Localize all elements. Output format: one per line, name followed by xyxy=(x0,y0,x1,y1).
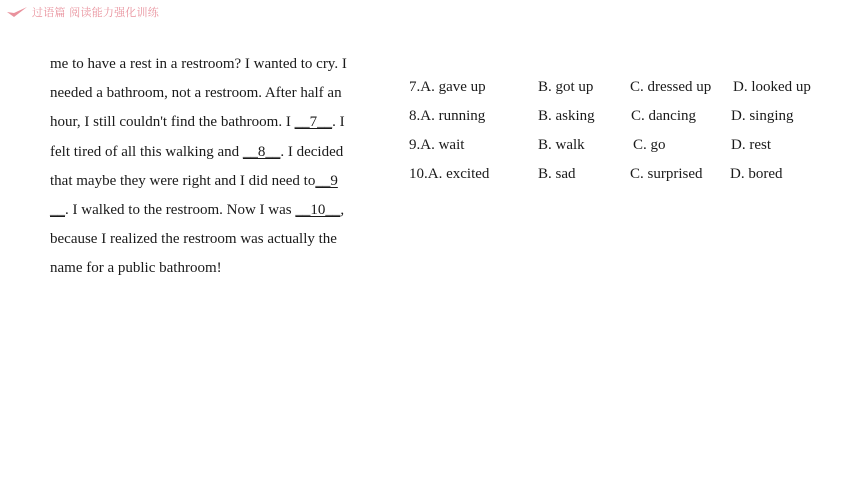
option-a xyxy=(409,131,464,160)
question-row xyxy=(409,131,849,160)
question-number: 7. xyxy=(409,79,421,95)
passage-line xyxy=(50,50,380,79)
passage-line xyxy=(50,225,380,254)
question-row xyxy=(409,73,849,102)
header-logo xyxy=(6,4,159,20)
passage-text: that maybe they were right and I did need to xyxy=(50,172,316,189)
option-c: C. surprised xyxy=(630,166,703,182)
option-a xyxy=(409,160,489,189)
passage-line xyxy=(50,108,380,137)
option-c: C. dressed up xyxy=(630,79,712,95)
passage-text: me to have a rest in a restroom? I wanted to cry. I xyxy=(50,56,347,72)
option-text: A. wait xyxy=(420,137,465,153)
reading-passage xyxy=(50,50,380,284)
answer-blank: __10__ xyxy=(295,201,341,218)
option-c: C. dancing xyxy=(631,108,696,124)
answer-blank: __8__ xyxy=(242,143,281,160)
option-c: C. go xyxy=(633,137,666,153)
option-b: B. walk xyxy=(538,137,585,153)
question-number: 10. xyxy=(409,166,428,182)
passage-text: felt tired of all this walking and xyxy=(50,143,243,160)
option-text: A. excited xyxy=(427,166,490,182)
option-d: D. rest xyxy=(731,137,771,153)
question-number: 9. xyxy=(409,137,421,153)
option-text: A. running xyxy=(420,108,486,124)
passage-text: needed a bathroom, not a restroom. After half an xyxy=(50,85,342,102)
option-text: A. gave up xyxy=(420,79,486,95)
passage-text: . I walked to the restroom. Now I was xyxy=(65,201,296,218)
logo-text: 过语篇 阅读能力强化训练 xyxy=(32,6,159,19)
question-number: 8. xyxy=(409,108,421,124)
option-d: D. looked up xyxy=(733,79,811,95)
answer-blank: __9 xyxy=(315,172,338,189)
passage-text: . I decided xyxy=(280,143,344,160)
option-b: B. asking xyxy=(538,108,595,124)
option-d: D. singing xyxy=(731,108,794,124)
checkmark-logo-icon xyxy=(6,5,28,19)
option-d: D. bored xyxy=(730,166,783,182)
passage-text: hour, I still couldn't find the bathroom. I xyxy=(50,114,295,131)
passage-line xyxy=(50,196,380,225)
question-row xyxy=(409,160,849,189)
passage-text: name for a public bathroom! xyxy=(50,260,222,277)
option-a xyxy=(409,73,486,102)
passage-line xyxy=(50,254,380,283)
passage-line xyxy=(50,167,380,196)
option-b: B. got up xyxy=(538,79,594,95)
question-row xyxy=(409,102,849,131)
answer-blank: __7__ xyxy=(294,114,333,131)
option-a xyxy=(409,102,485,131)
passage-text: because I realized the restroom was actually the xyxy=(50,231,337,248)
answer-options xyxy=(409,73,849,189)
option-b: B. sad xyxy=(538,166,576,182)
passage-line xyxy=(50,79,380,108)
passage-text: . I xyxy=(332,114,345,131)
passage-text: , xyxy=(340,201,345,218)
passage-line xyxy=(50,138,380,167)
answer-blank: __ xyxy=(50,201,65,218)
